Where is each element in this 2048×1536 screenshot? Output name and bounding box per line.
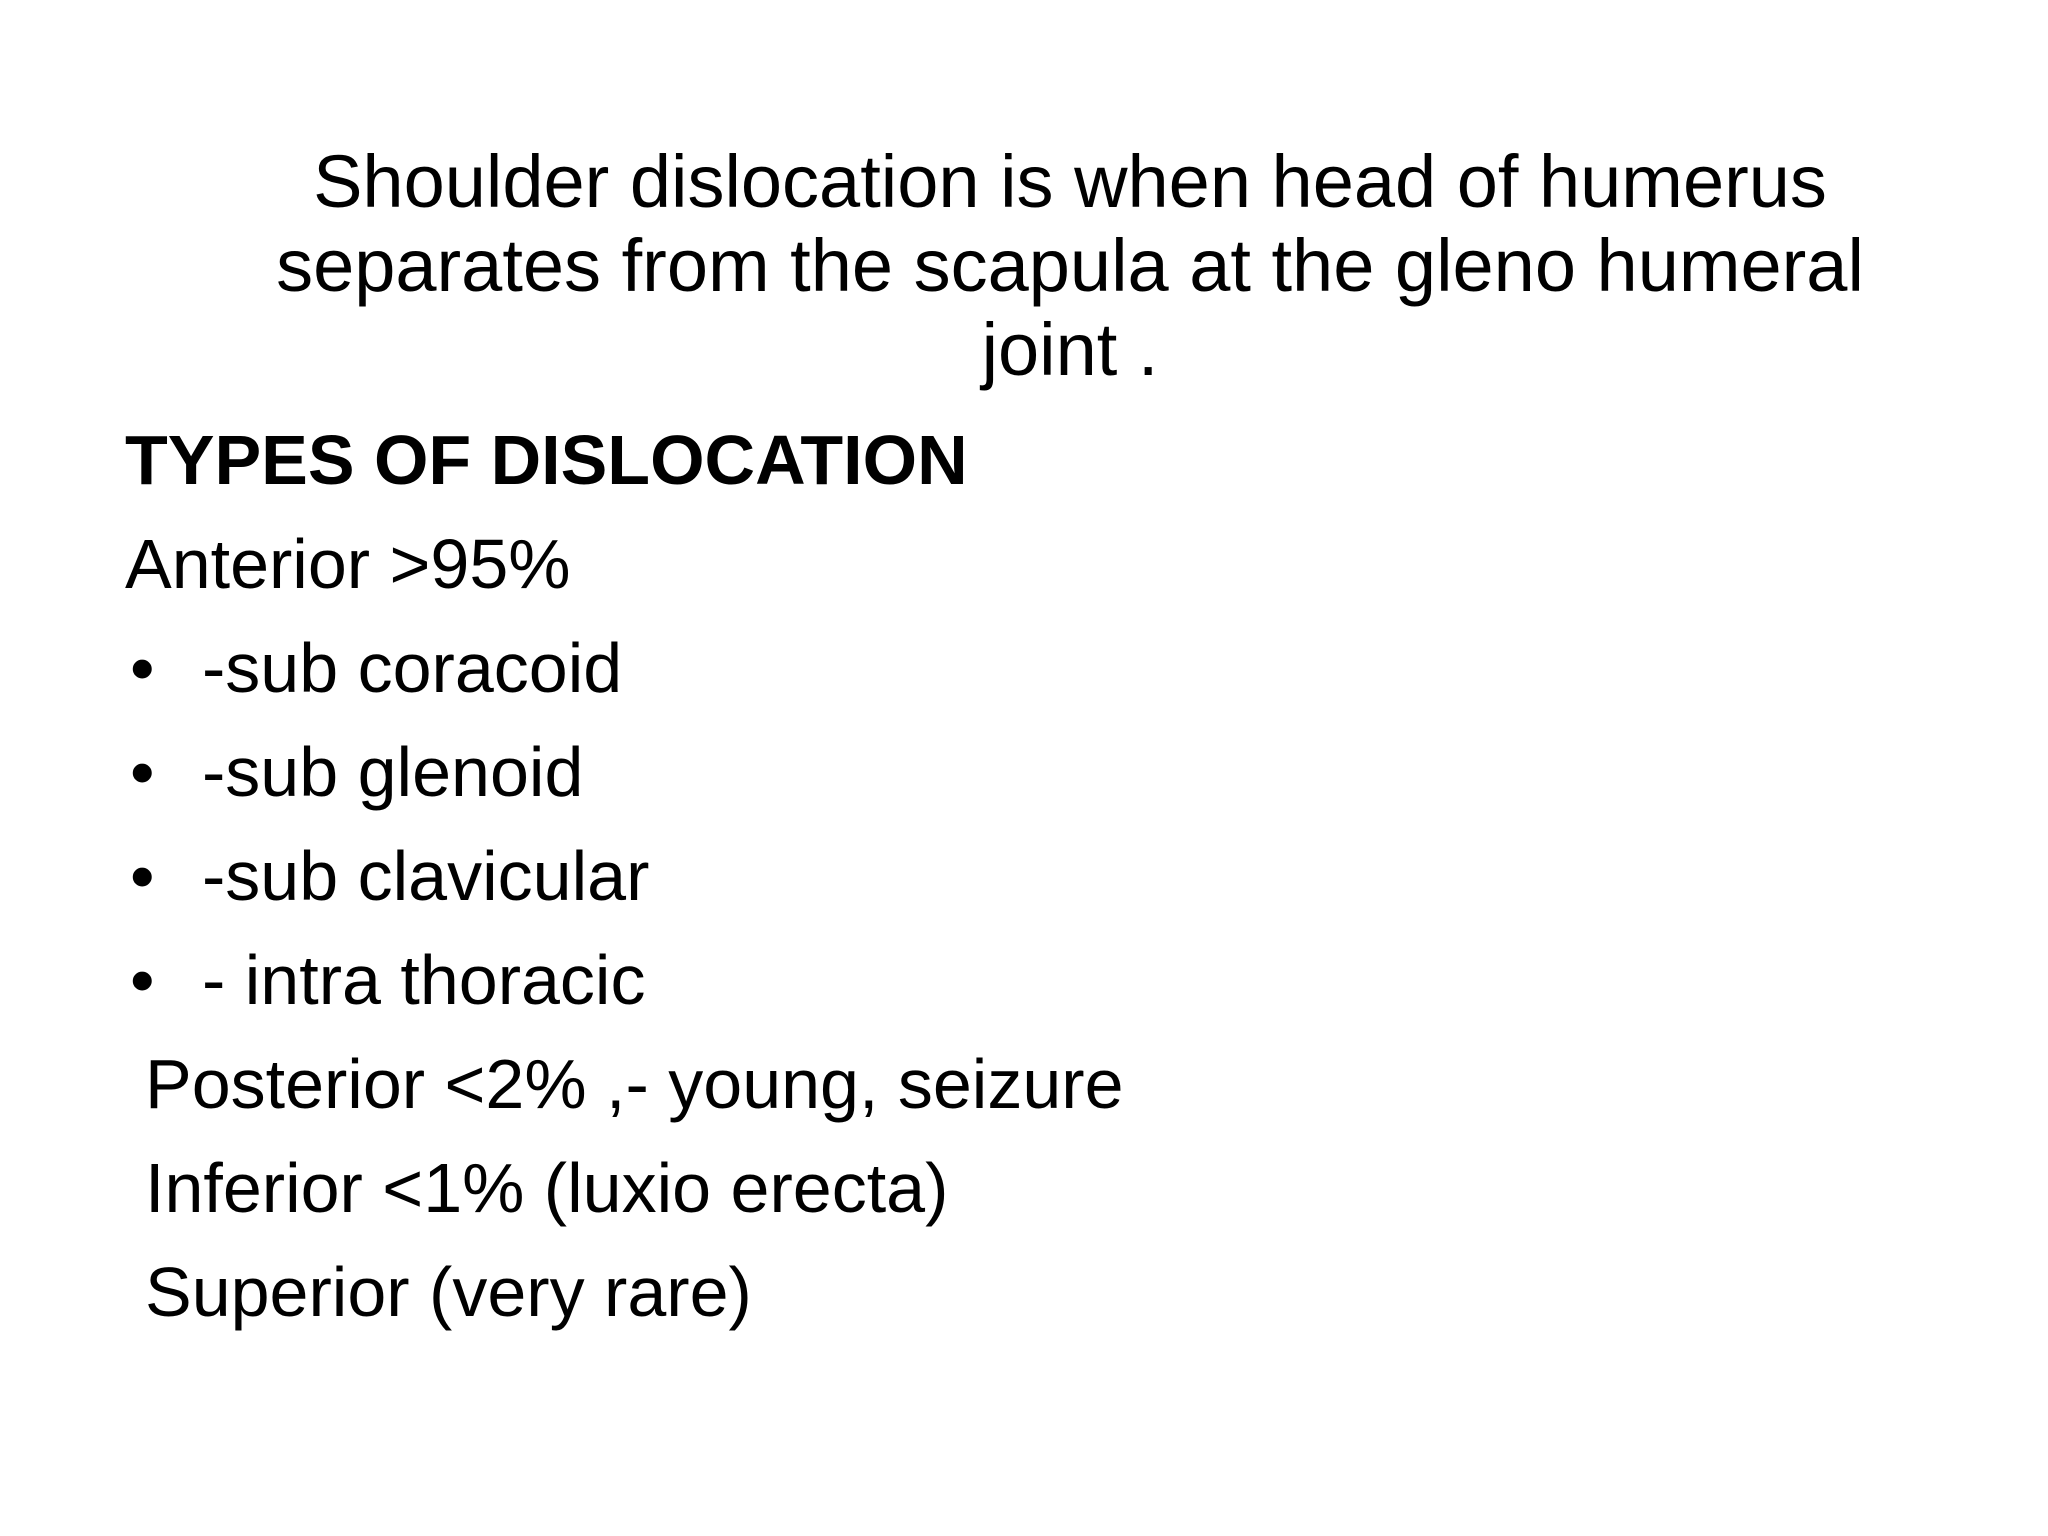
list-item [125, 928, 1925, 1032]
list-item-label: -sub coracoid [202, 629, 623, 707]
title-line-3: joint . [981, 308, 1159, 391]
posterior-line: Posterior <2% ,- young, seizure [145, 1045, 1124, 1123]
bullet-icon: • [130, 837, 155, 915]
inferior-line: Inferior <1% (luxio erecta) [145, 1149, 949, 1227]
list-item [125, 616, 1925, 720]
slide-title [200, 140, 1940, 392]
list-item-label: -sub clavicular [202, 837, 650, 915]
anterior-line: Anterior >95% [125, 525, 571, 603]
bullet-icon: • [130, 629, 155, 707]
list-item-label: -sub glenoid [202, 733, 584, 811]
anterior-subtypes-list [125, 616, 1925, 1032]
title-line-2: separates from the scapula at the gleno humeral [276, 224, 1864, 307]
bullet-icon: • [130, 941, 155, 1019]
superior-line: Superior (very rare) [145, 1253, 752, 1331]
slide-body [125, 408, 1925, 1344]
list-item-label: - intra thoracic [202, 941, 646, 1019]
list-item [125, 720, 1925, 824]
title-line-1: Shoulder dislocation is when head of humerus [313, 140, 1827, 223]
bullet-icon: • [130, 733, 155, 811]
list-item [125, 824, 1925, 928]
types-heading: TYPES OF DISLOCATION [125, 421, 968, 499]
